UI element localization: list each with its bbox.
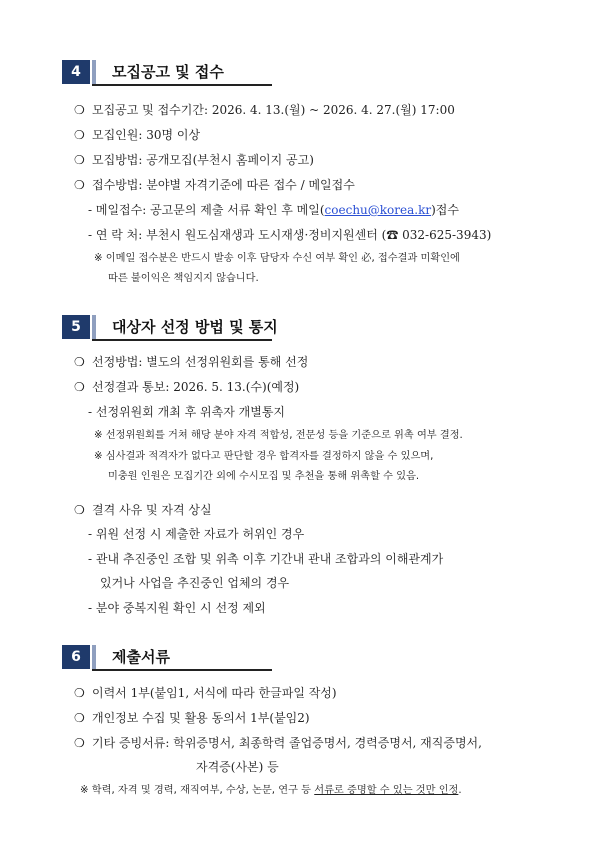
- sub-item: - 선정위원회 개최 후 위촉자 개별통지: [88, 405, 286, 419]
- section-6-header: [62, 645, 272, 669]
- section-accent-bar: [92, 645, 96, 669]
- list-item: ❍ 모집방법: 공개모집(부천시 홈페이지 공고): [74, 153, 314, 167]
- sub-item: - 분야 중복지원 확인 시 선정 제외: [88, 601, 266, 615]
- list-item: ❍ 결격 사유 및 자격 상실: [74, 503, 212, 517]
- section-number: 4: [62, 60, 90, 84]
- sub-item: - 위원 선정 시 제출한 자료가 허위인 경우: [88, 527, 305, 541]
- list-item: ❍ 이력서 1부(붙임1, 서식에 따라 한글파일 작성): [74, 686, 337, 700]
- section-underline: [92, 339, 272, 341]
- bullet-icon: ❍: [74, 686, 85, 700]
- list-item: ❍ 모집인원: 30명 이상: [74, 128, 201, 142]
- underlined-text: 서류로 증명할 수 있는 것만 인정: [314, 785, 459, 796]
- list-item: ❍ 개인정보 수집 및 활용 동의서 1부(붙임2): [74, 711, 310, 725]
- section-5-header: [62, 315, 278, 339]
- list-item-continuation: 자격증(사본) 등: [196, 760, 279, 774]
- bullet-icon: ❍: [74, 153, 85, 167]
- section-4-header: [62, 60, 272, 84]
- email-link[interactable]: coechu@korea.kr: [324, 203, 432, 217]
- note-line: 따른 불이익은 책임지지 않습니다.: [108, 273, 259, 284]
- section-accent-bar: [92, 60, 96, 84]
- note-line: 미충원 인원은 모집기간 외에 수시모집 및 추천을 통해 위촉할 수 있음.: [108, 471, 420, 482]
- email-instruction: - 메일접수: 공고문의 제출 서류 확인 후 메일(coechu@korea.kr)접수: [88, 203, 459, 217]
- section-title: 제출서류: [112, 648, 170, 666]
- bullet-icon: ❍: [74, 380, 85, 394]
- bullet-icon: ❍: [74, 178, 85, 192]
- list-item: ❍ 기타 증빙서류: 학위증명서, 최종학력 졸업증명서, 경력증명서, 재직증명서,: [74, 736, 482, 750]
- bullet-icon: ❍: [74, 128, 85, 142]
- section-title: 모집공고 및 접수: [112, 63, 224, 81]
- bullet-icon: ❍: [74, 103, 85, 117]
- section-title: 대상자 선정 방법 및 통지: [112, 318, 278, 336]
- section-accent-bar: [92, 315, 96, 339]
- list-item: ❍ 선정결과 통보: 2026. 5. 13.(수)(예정): [74, 380, 300, 394]
- section-underline: [92, 669, 272, 671]
- note-line: ※ 선정위원회를 거쳐 해당 분야 자격 적합성, 전문성 등을 기준으로 위촉 여부 결정.: [94, 430, 463, 441]
- bullet-icon: ❍: [74, 736, 85, 750]
- note-line: ※ 이메일 접수분은 반드시 발송 이후 담당자 수신 여부 확인 必, 접수결과 미확인에: [94, 253, 460, 264]
- list-item: ❍ 선정방법: 별도의 선정위원회를 통해 선정: [74, 355, 309, 369]
- note-line: ※ 학력, 자격 및 경력, 재직여부, 수상, 논문, 연구 등 서류로 증명할 수 있는 것만 인정.: [80, 785, 462, 796]
- note-line: ※ 심사결과 적격자가 없다고 판단할 경우 합격자를 결정하지 않을 수 있으며,: [94, 451, 434, 462]
- bullet-icon: ❍: [74, 711, 85, 725]
- bullet-icon: ❍: [74, 355, 85, 369]
- bullet-icon: ❍: [74, 503, 85, 517]
- sub-item: - 관내 추진중인 조합 및 위촉 이후 기간내 관내 조합과의 이해관계가: [88, 552, 444, 566]
- sub-item: 있거나 사업을 추진중인 업체의 경우: [100, 576, 290, 590]
- list-item: ❍ 접수방법: 분야별 자격기준에 따른 접수 / 메일접수: [74, 178, 355, 192]
- section-number: 5: [62, 315, 90, 339]
- list-item: ❍ 모집공고 및 접수기간: 2026. 4. 13.(월) ~ 2026. 4. 27.(월) 17:00: [74, 103, 455, 117]
- section-underline: [92, 84, 272, 86]
- section-number: 6: [62, 645, 90, 669]
- contact-line: - 연 락 처: 부천시 원도심재생과 도시재생·정비지원센터 (☎ 032-625-3943): [88, 228, 492, 242]
